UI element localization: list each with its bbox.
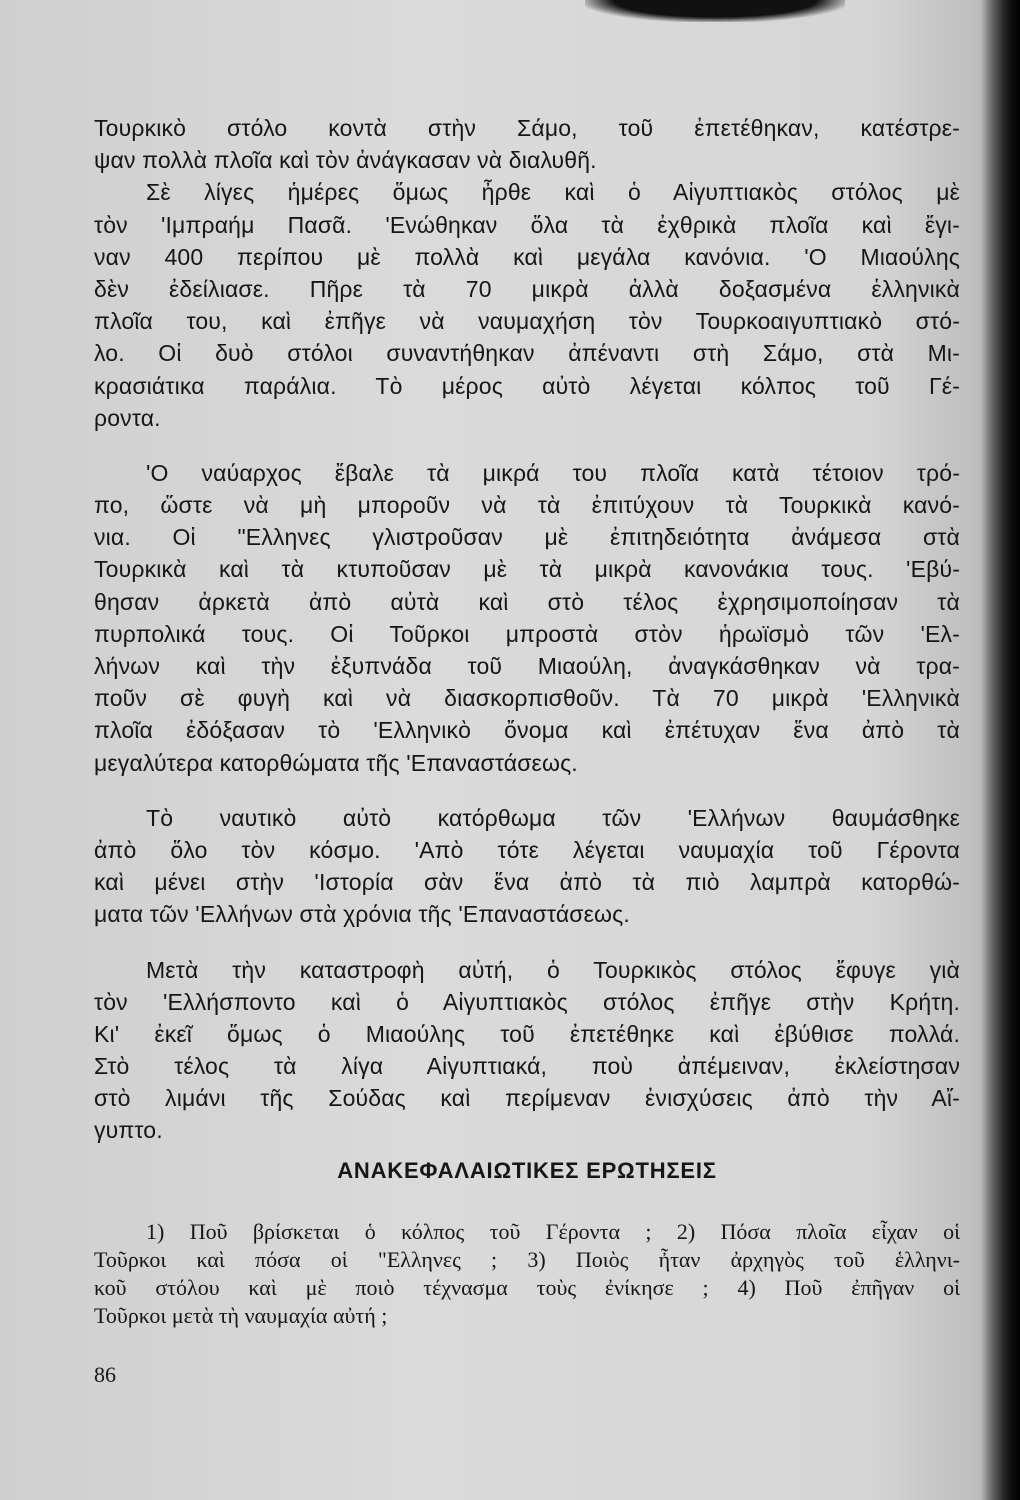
scan-shadow-top [585, 0, 845, 22]
question-line: Τοῦρκοι μετὰ τὴ ναυμαχία αὐτή ; [94, 1303, 388, 1328]
paragraph-gap [94, 779, 960, 802]
text-line: θησαν ἀρκετὰ ἀπὸ αὐτὰ καὶ στὸ τέλος ἐχρησιμοποίησαν τὰ [94, 588, 960, 615]
text-line: ἀπὸ ὅλο τὸν κόσμο. 'Απὸ τότε λέγεται ναυμαχία τοῦ Γέροντα [94, 836, 960, 863]
text-line: Τουρκικὰ καὶ τὰ κτυποῦσαν μὲ τὰ μικρὰ κανονάκια τους. 'Εβύ- [94, 556, 960, 583]
question-line: κοῦ στόλου καὶ μὲ ποιὸ τέχνασμα τοὺς ἐνίκησε ; 4) Ποῦ ἐπῆγαν οἱ [94, 1275, 960, 1300]
text-line: πυρπολικά τους. Οἱ Τοῦρκοι μπροστὰ στὸν ἡρωϊσμὸ τῶν 'Ελ- [94, 620, 960, 647]
text-line: Στὸ τέλος τὰ λίγα Αἰγυπτιακά, ποὺ ἀπέμειναν, ἐκλείστησαν [94, 1053, 960, 1080]
text-line: Σὲ λίγες ἡμέρες ὅμως ἦρθε καὶ ὁ Αἰγυπτιακὸς στόλος μὲ [146, 179, 960, 206]
text-line: ναν 400 περίπου μὲ πολλὰ καὶ μεγάλα κανόνια. 'Ο Μιαούλης [94, 243, 960, 270]
page-number: 86 [94, 1362, 116, 1387]
text-line: γυπτο. [94, 1117, 163, 1144]
text-line: ψαν πολλὰ πλοῖα καὶ τὸν ἀνάγκασαν νὰ διαλυθῆ. [94, 147, 597, 174]
text-line: λο. Οἱ δυὸ στόλοι συναντήθηκαν ἀπέναντι στὴ Σάμο, στὰ Μι- [94, 340, 960, 367]
text-line: ματα τῶν 'Ελλήνων στὰ χρόνια τῆς 'Επαναστάσεως. [94, 901, 630, 928]
text-line: στὸ λιμάνι τῆς Σούδας καὶ περίμεναν ἐνισχύσεις ἀπὸ τὴν Αἴ- [94, 1085, 960, 1112]
section-heading: ΑΝΑΚΕΦΑΛΑΙΩΤΙΚΕΣ ΕΡΩΤΗΣΕΙΣ [337, 1158, 717, 1183]
paragraph-gap [94, 931, 960, 954]
paragraph-gap [94, 434, 960, 457]
question-line: 1) Ποῦ βρίσκεται ὁ κόλπος τοῦ Γέροντα ; 2) Πόσα πλοῖα εἶχαν οἱ [146, 1219, 960, 1244]
text-line: ποῦν σὲ φυγὴ καὶ νὰ διασκορπισθοῦν. Τὰ 70 μικρὰ 'Ελληνικὰ [94, 685, 960, 712]
text-line: Τουρκικὸ στόλο κοντὰ στὴν Σάμο, τοῦ ἐπετέθηκαν, κατέστρε- [94, 115, 960, 141]
text-line: δὲν ἐδείλιασε. Πῆρε τὰ 70 μικρὰ ἀλλὰ δοξασμένα ἑλληνικὰ [94, 275, 960, 302]
text-line: τὸν 'Ελλήσποντο καὶ ὁ Αἰγυπτιακὸς στόλος ἐπῆγε στὴν Κρήτη. [94, 988, 960, 1015]
question-line: Τοῦρκοι καὶ πόσα οἱ "Ελληνες ; 3) Ποιὸς ἦταν ἀρχηγὸς τοῦ ἑλληνι- [94, 1247, 960, 1272]
text-line: Κι' ἐκεῖ ὅμως ὁ Μιαούλης τοῦ ἐπετέθηκε καὶ ἐβύθισε πολλά. [94, 1020, 960, 1047]
text-line: Τὸ ναυτικὸ αὐτὸ κατόρθωμα τῶν 'Ελλήνων θαυμάσθηκε [146, 804, 960, 831]
review-questions [94, 1218, 960, 1330]
text-line: κρασιάτικα παράλια. Τὸ μέρος αὐτὸ λέγεται κόλπος τοῦ Γέ- [94, 372, 960, 399]
text-line: πλοῖα του, καὶ ἐπῆγε νὰ ναυμαχήση τὸν Τουρκοαιγυπτιακὸ στό- [94, 308, 960, 335]
body-text [94, 112, 960, 1147]
text-line: καὶ μένει στὴν 'Ιστορία σὰν ἕνα ἀπὸ τὰ πιὸ λαμπρὰ κατορθώ- [94, 869, 960, 896]
text-line: 'Ο ναύαρχος ἔβαλε τὰ μικρά του πλοῖα κατὰ τέτοιον τρό- [146, 459, 960, 486]
text-line: νια. Οἱ "Ελληνες γλιστροῦσαν μὲ ἐπιτηδειότητα ἀνάμεσα στὰ [94, 524, 960, 551]
text-line: πλοῖα ἐδόξασαν τὸ 'Ελληνικὸ ὄνομα καὶ ἐπέτυχαν ἕνα ἀπὸ τὰ [94, 717, 960, 744]
text-line: Μετὰ τὴν καταστροφὴ αὐτή, ὁ Τουρκικὸς στόλος ἔφυγε γιὰ [146, 956, 960, 983]
text-line: μεγαλύτερα κατορθώματα τῆς 'Επαναστάσεως. [94, 749, 578, 776]
text-line: ροντα. [94, 404, 161, 431]
text-line: λήνων καὶ τὴν ἐξυπνάδα τοῦ Μιαούλη, ἀναγκάσθηκαν νὰ τρα- [94, 653, 960, 679]
text-line: τὸν 'Ιμπραήμ Πασᾶ. 'Ενώθηκαν ὅλα τὰ ἐχθρικὰ πλοῖα καὶ ἔγι- [94, 211, 960, 238]
text-line: πο, ὥστε νὰ μὴ μποροῦν νὰ τὰ ἐπιτύχουν τὰ Τουρκικὰ κανό- [94, 492, 960, 519]
book-spine-shadow [982, 0, 1020, 1500]
